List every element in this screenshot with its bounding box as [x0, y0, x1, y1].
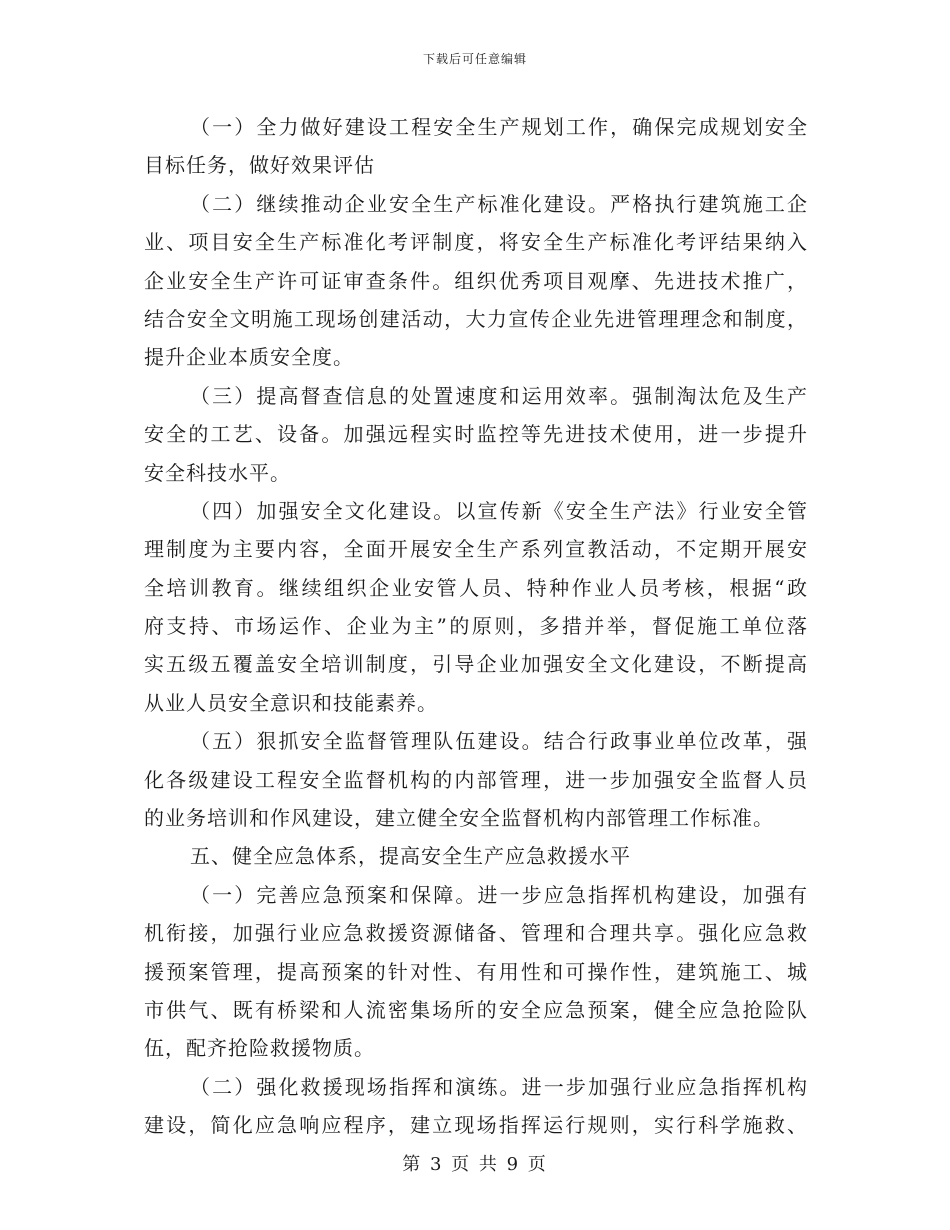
text-line: 全培训教育。继续组织企业安管人员、特种作业人员考核，根据“政 [144, 575, 808, 600]
text-line: 援预案管理，提高预案的针对性、有用性和可操作性，建筑施工、城 [144, 959, 808, 984]
text-line: 结合安全文明施工现场创建活动，大力宣传企业先进管理理念和制度， [144, 306, 808, 331]
text-line: 机衔接，加强行业应急救援资源储备、管理和合理共享。强化应急救 [144, 921, 808, 946]
text-line: 业、项目安全生产标准化考评制度，将安全生产标准化考评结果纳入 [144, 230, 808, 255]
page-number-footer: 第 3 页 共 9 页 [402, 1154, 548, 1175]
text-line: 伍，配齐抢险救援物质。 [144, 1036, 375, 1061]
text-line: 企业安全生产许可证审查条件。组织优秀项目观摩、先进技术推广， [144, 268, 808, 293]
text-line: 提升企业本质安全度。 [144, 345, 354, 370]
text-line: 安全的工艺、设备。加强远程实时监控等先进技术使用，进一步提升 [144, 422, 808, 447]
text-line: （一）全力做好建设工程安全生产规划工作，确保完成规划安全 [190, 115, 808, 139]
text-line: （四）加强安全文化建设。以宣传新《安全生产法》行业安全管 [190, 498, 808, 523]
section-heading: 五、健全应急体系，提高安全生产应急救援水平 [190, 844, 631, 869]
text-line: 安全科技水平。 [144, 460, 291, 485]
text-line: （一）完善应急预案和保障。进一步应急指挥机构建设，加强有 [190, 882, 808, 907]
text-line: （三）提高督查信息的处置速度和运用效率。强制淘汰危及生产 [190, 383, 808, 408]
text-line: 目标任务，做好效果评估 [144, 153, 375, 178]
text-line: 市供气、既有桥梁和人流密集场所的安全应急预案，健全应急抢险队 [144, 997, 808, 1022]
page-header-note: 下载后可任意编辑 [422, 52, 527, 66]
text-line: （五）狠抓安全监督管理队伍建设。结合行政事业单位改革，强 [190, 729, 808, 754]
text-line: 府支持、市场运作、企业为主”的原则，多措并举，督促施工单位落 [144, 614, 808, 639]
document-body [144, 108, 808, 1145]
text-line: （二）强化救援现场指挥和演练。进一步加强行业应急指挥机构 [190, 1074, 808, 1099]
text-line: （二）继续推动企业安全生产标准化建设。严格执行建筑施工企 [190, 191, 808, 216]
text-line: 化各级建设工程安全监督机构的内部管理，进一步加强安全监督人员 [144, 767, 808, 792]
text-line: 从业人员安全意识和技能素养。 [144, 690, 438, 715]
text-line: 建设，简化应急响应程序，建立现场指挥运行规则，实行科学施救、 [144, 1113, 808, 1138]
text-line: 实五级五覆盖安全培训制度，引导企业加强安全文化建设，不断提高 [144, 652, 808, 677]
text-line: 的业务培训和作风建设，建立健全安全监督机构内部管理工作标准。 [144, 806, 774, 831]
text-line: 理制度为主要内容，全面开展安全生产系列宣教活动，不定期开展安 [144, 537, 808, 562]
